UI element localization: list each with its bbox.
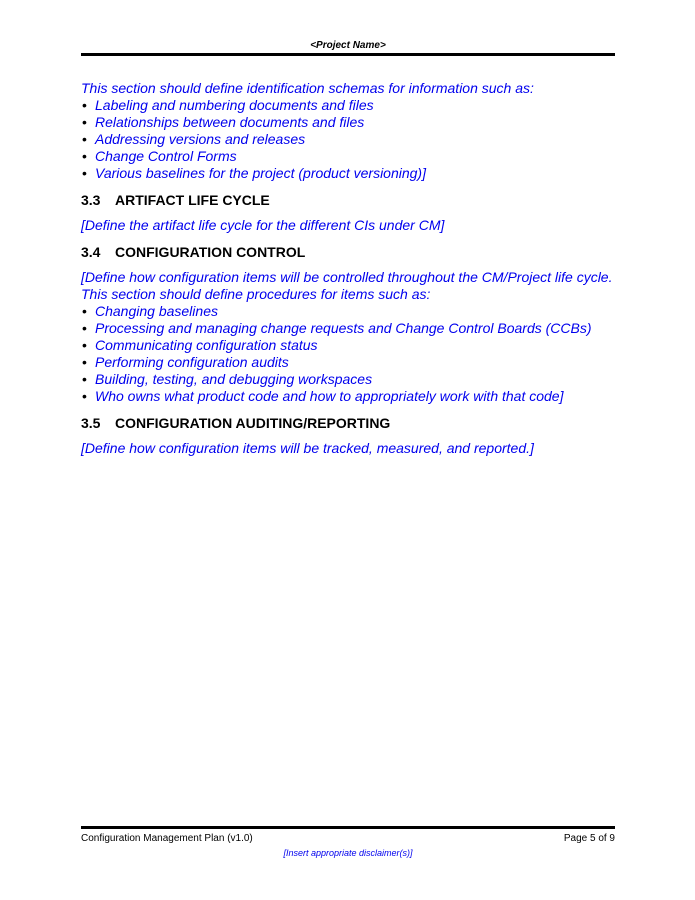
- bullet-icon: •: [82, 371, 87, 387]
- page-header-title: <Project Name>: [310, 40, 386, 51]
- bullet-icon: •: [82, 165, 87, 181]
- page-content: [81, 80, 615, 457]
- list-item: • Relationships between documents and files: [82, 114, 365, 130]
- list-item: • Communicating configuration status: [82, 337, 318, 353]
- list-item: • Various baselines for the project (product versioning)]: [82, 165, 426, 181]
- section-3-4-text-line1: [Define how configuration items will be controlled throughout the CM/Project life cycle.: [81, 269, 613, 285]
- bullet-icon: •: [82, 131, 87, 147]
- section-3-4-bullet-list: [81, 303, 615, 405]
- footer-page-number: Page 5 of 9: [563, 833, 615, 844]
- bullet-icon: •: [82, 303, 87, 319]
- bullet-icon: •: [82, 114, 87, 130]
- footer-document-title: Configuration Management Plan (v1.0): [81, 833, 253, 844]
- bullet-icon: •: [82, 354, 87, 370]
- bullet-icon: •: [82, 388, 87, 404]
- list-item: • Labeling and numbering documents and files: [82, 97, 374, 113]
- section-heading-3-4: 3.4 CONFIGURATION CONTROL: [81, 244, 306, 260]
- list-item: • Change Control Forms: [82, 148, 237, 164]
- footer-disclaimer: [Insert appropriate disclaimer(s)]: [283, 848, 413, 858]
- intro-paragraph: This section should define identification schemas for information such as:: [81, 80, 534, 96]
- bullet-icon: •: [82, 148, 87, 164]
- list-item: • Changing baselines: [82, 303, 218, 319]
- list-item: • Addressing versions and releases: [82, 131, 306, 147]
- header-divider: [81, 53, 615, 56]
- bullet-icon: •: [82, 337, 87, 353]
- footer-divider: [81, 826, 615, 829]
- bullet-icon: •: [82, 320, 87, 336]
- section-heading-3-5: 3.5 CONFIGURATION AUDITING/REPORTING: [81, 415, 391, 431]
- bullet-icon: •: [82, 97, 87, 113]
- section-3-5-text: [Define how configuration items will be tracked, measured, and reported.]: [81, 440, 534, 456]
- intro-bullet-list: [81, 97, 615, 182]
- section-3-4-text-line2: This section should define procedures for items such as:: [81, 286, 431, 302]
- list-item: • Building, testing, and debugging workspaces: [82, 371, 373, 387]
- section-heading-3-3: 3.3 ARTIFACT LIFE CYCLE: [81, 192, 270, 208]
- list-item: • Processing and managing change requests and Change Control Boards (CCBs): [82, 320, 592, 336]
- list-item: • Who owns what product code and how to appropriately work with that code]: [82, 388, 564, 404]
- list-item: • Performing configuration audits: [82, 354, 289, 370]
- section-3-3-text: [Define the artifact life cycle for the different CIs under CM]: [81, 217, 445, 233]
